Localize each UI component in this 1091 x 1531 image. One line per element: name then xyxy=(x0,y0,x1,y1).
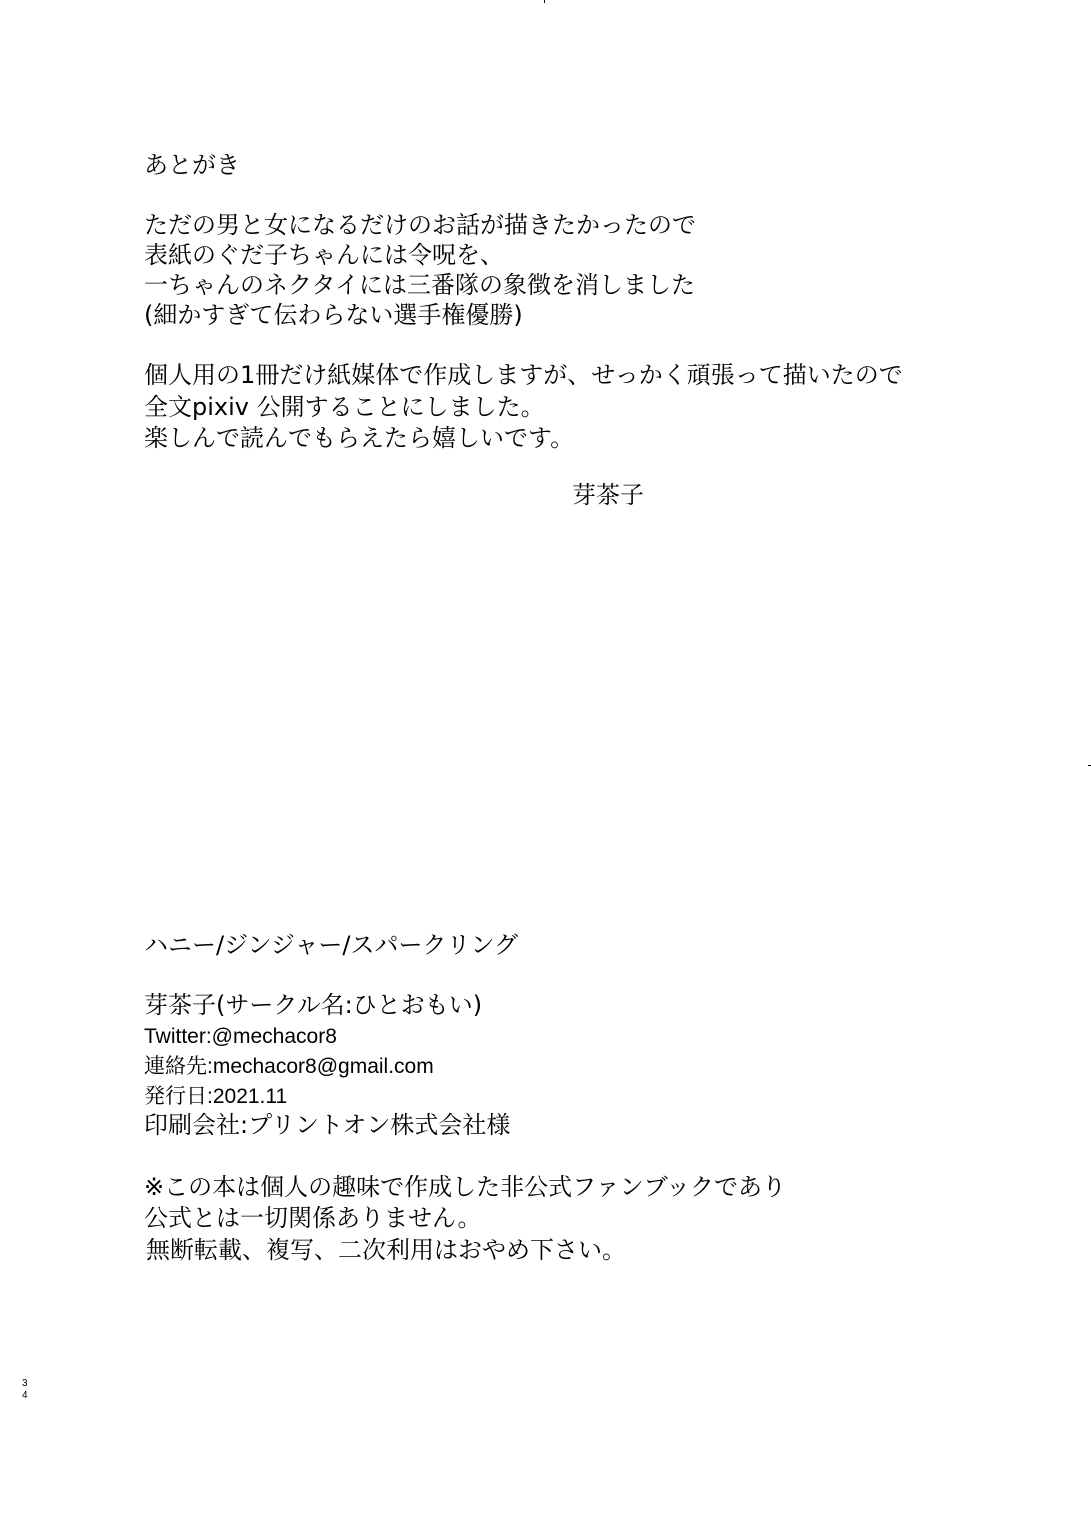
published-date-line: 発行日:2021.11 xyxy=(144,1085,288,1108)
afterword-line: 楽しんで読んでもらえたら嬉しいです。 xyxy=(144,424,575,452)
twitter-line: Twitter:@mechacor8 xyxy=(144,1025,337,1048)
page-number-digit: 3 xyxy=(22,1378,28,1389)
author-line: 芽茶子(サークル名:ひとおもい) xyxy=(144,991,483,1019)
afterword-heading: あとがき xyxy=(144,151,240,179)
afterword-signature: 芽茶子 xyxy=(572,481,644,509)
afterword-line: 一ちゃんのネクタイには三番隊の象徴を消しました xyxy=(144,271,696,299)
notice-line: 公式とは一切関係ありません。 xyxy=(144,1204,482,1232)
printer-line: 印刷会社:プリントオン株式会社様 xyxy=(144,1111,511,1139)
afterword-line: (細かすぎて伝わらない選手権優勝) xyxy=(144,301,523,329)
contact-line: 連絡先:mechacor8@gmail.com xyxy=(144,1055,434,1078)
notice-line: 無断転載、複写、二次利用はおやめ下さい。 xyxy=(146,1236,626,1264)
afterword-line: 表紙のぐだ子ちゃんには令呪を、 xyxy=(144,241,504,269)
notice-line: ※この本は個人の趣味で作成した非公式ファンブックであり xyxy=(144,1173,786,1201)
afterword-line: 個人用の1冊だけ紙媒体で作成しますが、せっかく頑張って描いたので xyxy=(144,361,903,389)
afterword-line: ただの男と女になるだけのお話が描きたかったので xyxy=(144,211,696,239)
crop-mark-top xyxy=(544,0,545,3)
afterword-line: 全文pixiv 公開することにしました。 xyxy=(144,393,545,421)
book-title: ハニー/ジンジャー/スパークリング xyxy=(144,931,519,959)
page-number-digit: 4 xyxy=(22,1390,28,1401)
